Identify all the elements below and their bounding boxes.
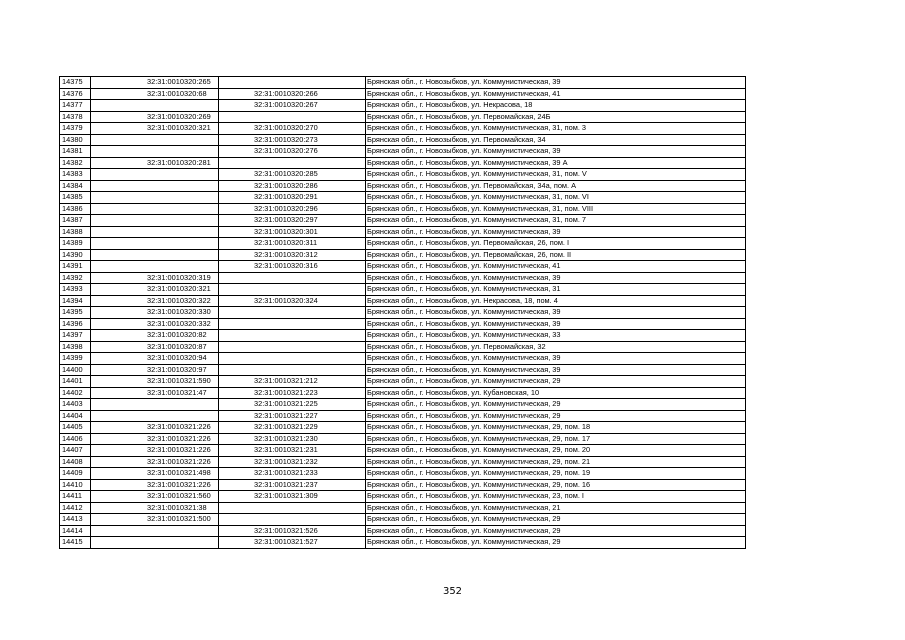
table-row [60,422,746,434]
row-number: 14413 [60,514,91,526]
cadastral-number [91,537,219,549]
address-cell: Брянская обл., г. Новозыбков, ул. Коммунистическая, 31 [366,284,746,296]
related-cadastral-number: 32:31:0010320:324 [219,295,366,307]
address-cell: Брянская обл., г. Новозыбков, ул. Коммунистическая, 29 [366,410,746,422]
address-cell: Брянская обл., г. Новозыбков, ул. Коммунистическая, 29, пом. 19 [366,468,746,480]
table-row [60,238,746,250]
related-cadastral-number: 32:31:0010321:229 [219,422,366,434]
cadastral-number: 32:31:0010320:321 [91,284,219,296]
row-number: 14410 [60,479,91,491]
row-number: 14389 [60,238,91,250]
table-row [60,330,746,342]
related-cadastral-number [219,330,366,342]
related-cadastral-number [219,284,366,296]
row-number: 14412 [60,502,91,514]
row-number: 14397 [60,330,91,342]
related-cadastral-number: 32:31:0010320:291 [219,192,366,204]
related-cadastral-number: 32:31:0010320:312 [219,249,366,261]
table-row [60,272,746,284]
related-cadastral-number [219,502,366,514]
cadastral-number: 32:31:0010320:265 [91,77,219,89]
address-cell: Брянская обл., г. Новозыбков, ул. Коммунистическая, 31, пом. VI [366,192,746,204]
address-cell: Брянская обл., г. Новозыбков, ул. Коммунистическая, 33 [366,330,746,342]
address-cell: Брянская обл., г. Новозыбков, ул. Кубановская, 10 [366,387,746,399]
row-number: 14382 [60,157,91,169]
related-cadastral-number: 32:31:0010321:227 [219,410,366,422]
address-cell: Брянская обл., г. Новозыбков, ул. Коммунистическая, 31, пом. V [366,169,746,181]
cadastral-number: 32:31:0010321:226 [91,445,219,457]
related-cadastral-number: 32:31:0010320:296 [219,203,366,215]
table-row [60,433,746,445]
table-row [60,215,746,227]
row-number: 14401 [60,376,91,388]
address-cell: Брянская обл., г. Новозыбков, ул. Коммунистическая, 29, пом. 21 [366,456,746,468]
address-cell: Брянская обл., г. Новозыбков, ул. Коммунистическая, 39 [366,146,746,158]
row-number: 14380 [60,134,91,146]
related-cadastral-number [219,341,366,353]
table-row [60,261,746,273]
related-cadastral-number: 32:31:0010320:270 [219,123,366,135]
cadastral-number: 32:31:0010321:226 [91,456,219,468]
related-cadastral-number: 32:31:0010321:237 [219,479,366,491]
row-number: 14400 [60,364,91,376]
address-cell: Брянская обл., г. Новозыбков, ул. Коммунистическая, 29 [366,525,746,537]
row-number: 14414 [60,525,91,537]
row-number: 14390 [60,249,91,261]
related-cadastral-number: 32:31:0010320:276 [219,146,366,158]
table-row [60,111,746,123]
related-cadastral-number: 32:31:0010320:311 [219,238,366,250]
cadastral-number: 32:31:0010321:226 [91,479,219,491]
row-number: 14411 [60,491,91,503]
row-number: 14404 [60,410,91,422]
cadastral-table [59,76,746,549]
related-cadastral-number: 32:31:0010321:212 [219,376,366,388]
row-number: 14385 [60,192,91,204]
address-cell: Брянская обл., г. Новозыбков, ул. Коммунистическая, 21 [366,502,746,514]
cadastral-table-body [60,77,746,549]
cadastral-number: 32:31:0010321:560 [91,491,219,503]
page-number: 352 [442,586,463,597]
row-number: 14391 [60,261,91,273]
table-row [60,514,746,526]
row-number: 14378 [60,111,91,123]
row-number: 14395 [60,307,91,319]
related-cadastral-number [219,77,366,89]
table-row [60,134,746,146]
row-number: 14409 [60,468,91,480]
table-row [60,249,746,261]
address-cell: Брянская обл., г. Новозыбков, ул. Некрасова, 18, пом. 4 [366,295,746,307]
table-row [60,180,746,192]
table-row [60,318,746,330]
table-row [60,88,746,100]
row-number: 14381 [60,146,91,158]
cadastral-number: 32:31:0010320:281 [91,157,219,169]
row-number: 14399 [60,353,91,365]
row-number: 14403 [60,399,91,411]
address-cell: Брянская обл., г. Новозыбков, ул. Коммунистическая, 31, пом. VIII [366,203,746,215]
related-cadastral-number [219,514,366,526]
related-cadastral-number [219,318,366,330]
address-cell: Брянская обл., г. Новозыбков, ул. Коммунистическая, 39 [366,318,746,330]
cadastral-number: 32:31:0010320:94 [91,353,219,365]
row-number: 14392 [60,272,91,284]
cadastral-number: 32:31:0010320:87 [91,341,219,353]
address-cell: Брянская обл., г. Новозыбков, ул. Коммунистическая, 31, пом. 3 [366,123,746,135]
table-row [60,77,746,89]
address-cell: Брянская обл., г. Новозыбков, ул. Первомайская, 24Б [366,111,746,123]
related-cadastral-number [219,307,366,319]
related-cadastral-number [219,157,366,169]
table-row [60,491,746,503]
address-cell: Брянская обл., г. Новозыбков, ул. Коммунистическая, 39 [366,272,746,284]
row-number: 14406 [60,433,91,445]
related-cadastral-number: 32:31:0010320:273 [219,134,366,146]
row-number: 14383 [60,169,91,181]
cadastral-number [91,203,219,215]
row-number: 14393 [60,284,91,296]
row-number: 14387 [60,215,91,227]
table-row [60,387,746,399]
address-cell: Брянская обл., г. Новозыбков, ул. Коммунистическая, 29, пом. 20 [366,445,746,457]
cadastral-number: 32:31:0010320:321 [91,123,219,135]
cadastral-number: 32:31:0010321:38 [91,502,219,514]
table-row [60,284,746,296]
cadastral-number [91,169,219,181]
cadastral-number [91,249,219,261]
cadastral-number [91,180,219,192]
address-cell: Брянская обл., г. Новозыбков, ул. Коммунистическая, 29, пом. 17 [366,433,746,445]
address-cell: Брянская обл., г. Новозыбков, ул. Первомайская, 32 [366,341,746,353]
related-cadastral-number: 32:31:0010321:233 [219,468,366,480]
cadastral-number: 32:31:0010320:82 [91,330,219,342]
address-cell: Брянская обл., г. Новозыбков, ул. Коммунистическая, 39 А [366,157,746,169]
address-cell: Брянская обл., г. Новозыбков, ул. Коммунистическая, 29, пом. 18 [366,422,746,434]
address-cell: Брянская обл., г. Новозыбков, ул. Первомайская, 34 [366,134,746,146]
related-cadastral-number: 32:31:0010321:230 [219,433,366,445]
cadastral-number: 32:31:0010321:226 [91,422,219,434]
cadastral-number [91,192,219,204]
address-cell: Брянская обл., г. Новозыбков, ул. Коммунистическая, 23, пом. I [366,491,746,503]
cadastral-number: 32:31:0010320:330 [91,307,219,319]
address-cell: Брянская обл., г. Новозыбков, ул. Коммунистическая, 41 [366,88,746,100]
row-number: 14376 [60,88,91,100]
related-cadastral-number [219,272,366,284]
address-cell: Брянская обл., г. Новозыбков, ул. Коммунистическая, 29 [366,537,746,549]
related-cadastral-number: 32:31:0010320:267 [219,100,366,112]
address-cell: Брянская обл., г. Новозыбков, ул. Коммунистическая, 29, пом. 16 [366,479,746,491]
row-number: 14394 [60,295,91,307]
address-cell: Брянская обл., г. Новозыбков, ул. Первомайская, 26, пом. I [366,238,746,250]
table-row [60,468,746,480]
row-number: 14384 [60,180,91,192]
row-number: 14407 [60,445,91,457]
cadastral-number [91,226,219,238]
cadastral-number: 32:31:0010320:68 [91,88,219,100]
address-cell: Брянская обл., г. Новозыбков, ул. Первомайская, 26, пом. II [366,249,746,261]
table-row [60,123,746,135]
address-cell: Брянская обл., г. Новозыбков, ул. Коммунистическая, 39 [366,226,746,238]
cadastral-number: 32:31:0010321:498 [91,468,219,480]
related-cadastral-number: 32:31:0010321:223 [219,387,366,399]
cadastral-number: 32:31:0010320:332 [91,318,219,330]
related-cadastral-number: 32:31:0010320:316 [219,261,366,273]
table-row [60,410,746,422]
related-cadastral-number [219,353,366,365]
table-row [60,537,746,549]
table-row [60,364,746,376]
related-cadastral-number: 32:31:0010321:309 [219,491,366,503]
cadastral-number: 32:31:0010320:97 [91,364,219,376]
table-row [60,295,746,307]
cadastral-number [91,399,219,411]
table-row [60,353,746,365]
table-row [60,146,746,158]
row-number: 14379 [60,123,91,135]
cadastral-number: 32:31:0010320:322 [91,295,219,307]
cadastral-number: 32:31:0010321:500 [91,514,219,526]
cadastral-number: 32:31:0010320:269 [91,111,219,123]
cadastral-number: 32:31:0010321:226 [91,433,219,445]
table-row [60,445,746,457]
address-cell: Брянская обл., г. Новозыбков, ул. Коммунистическая, 39 [366,353,746,365]
cadastral-number [91,525,219,537]
related-cadastral-number: 32:31:0010321:527 [219,537,366,549]
cadastral-number [91,261,219,273]
row-number: 14402 [60,387,91,399]
related-cadastral-number: 32:31:0010320:285 [219,169,366,181]
related-cadastral-number: 32:31:0010320:266 [219,88,366,100]
row-number: 14396 [60,318,91,330]
related-cadastral-number: 32:31:0010321:225 [219,399,366,411]
cadastral-number: 32:31:0010320:319 [91,272,219,284]
cadastral-number [91,215,219,227]
address-cell: Брянская обл., г. Новозыбков, ул. Коммунистическая, 39 [366,364,746,376]
table-row [60,502,746,514]
related-cadastral-number: 32:31:0010320:301 [219,226,366,238]
table-row [60,525,746,537]
address-cell: Брянская обл., г. Новозыбков, ул. Коммунистическая, 29 [366,376,746,388]
address-cell: Брянская обл., г. Новозыбков, ул. Коммунистическая, 41 [366,261,746,273]
cadastral-number: 32:31:0010321:590 [91,376,219,388]
row-number: 14405 [60,422,91,434]
row-number: 14388 [60,226,91,238]
related-cadastral-number [219,364,366,376]
table-row [60,376,746,388]
cadastral-number: 32:31:0010321:47 [91,387,219,399]
cadastral-number [91,238,219,250]
related-cadastral-number: 32:31:0010321:232 [219,456,366,468]
table-row [60,157,746,169]
table-row [60,100,746,112]
table-row [60,169,746,181]
address-cell: Брянская обл., г. Новозыбков, ул. Некрасова, 18 [366,100,746,112]
table-row [60,399,746,411]
address-cell: Брянская обл., г. Новозыбков, ул. Коммунистическая, 39 [366,307,746,319]
table-row [60,479,746,491]
address-cell: Брянская обл., г. Новозыбков, ул. Коммунистическая, 29 [366,514,746,526]
cadastral-number [91,146,219,158]
address-cell: Брянская обл., г. Новозыбков, ул. Первомайская, 34а, пом. А [366,180,746,192]
related-cadastral-number: 32:31:0010321:231 [219,445,366,457]
cadastral-number [91,100,219,112]
address-cell: Брянская обл., г. Новозыбков, ул. Коммунистическая, 29 [366,399,746,411]
row-number: 14408 [60,456,91,468]
row-number: 14386 [60,203,91,215]
table-row [60,456,746,468]
row-number: 14398 [60,341,91,353]
related-cadastral-number: 32:31:0010320:286 [219,180,366,192]
table-row [60,192,746,204]
row-number: 14375 [60,77,91,89]
table-row [60,341,746,353]
row-number: 14415 [60,537,91,549]
row-number: 14377 [60,100,91,112]
cadastral-number [91,410,219,422]
cadastral-number [91,134,219,146]
table-row [60,226,746,238]
address-cell: Брянская обл., г. Новозыбков, ул. Коммунистическая, 31, пом. 7 [366,215,746,227]
table-row [60,203,746,215]
related-cadastral-number: 32:31:0010321:526 [219,525,366,537]
related-cadastral-number [219,111,366,123]
table-row [60,307,746,319]
address-cell: Брянская обл., г. Новозыбков, ул. Коммунистическая, 39 [366,77,746,89]
related-cadastral-number: 32:31:0010320:297 [219,215,366,227]
